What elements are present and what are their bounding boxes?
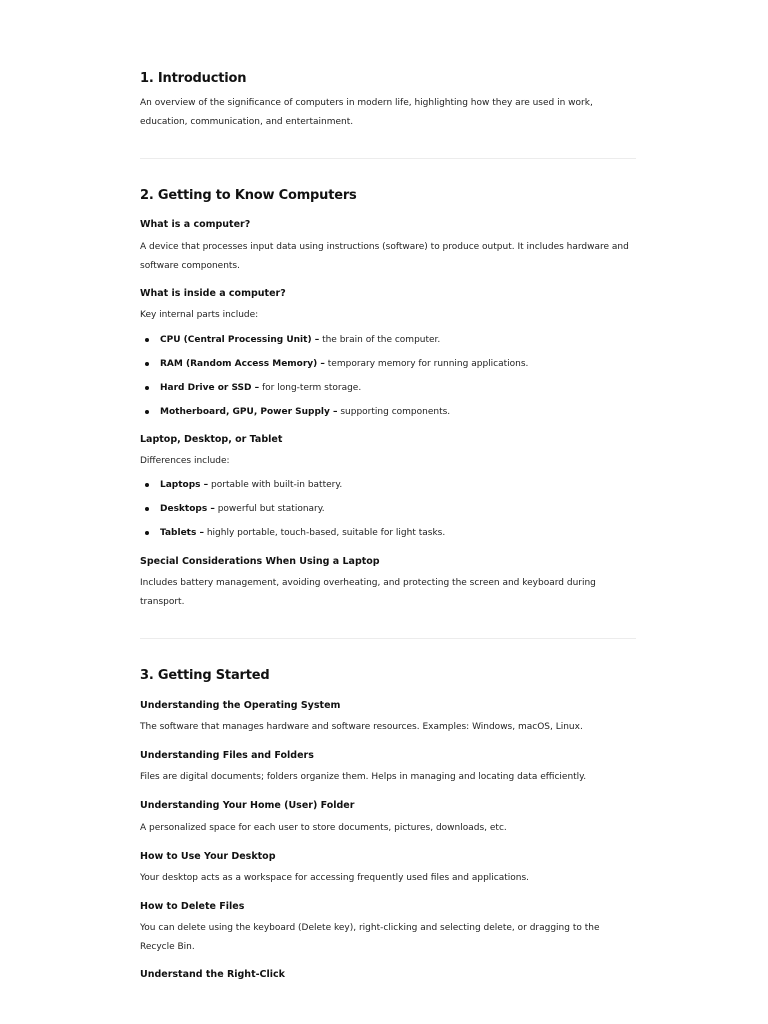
list-item-desc: for long-term storage. — [259, 383, 362, 393]
subheading-device-types: Laptop, Desktop, or Tablet — [140, 434, 283, 445]
section-divider — [140, 638, 636, 639]
bullet-icon — [145, 386, 149, 390]
list-item-desc: supporting components. — [337, 407, 451, 417]
device-types-intro: Differences include: — [140, 456, 230, 466]
files-folders-text: Files are digital documents; folders organize them. Helps in managing and locating data efficiently. — [140, 772, 587, 782]
list-item-desc: powerful but stationary. — [214, 504, 325, 514]
list-item — [140, 479, 342, 492]
list-item-desc: the brain of the computer. — [319, 335, 441, 345]
home-folder-text: A personalized space for each user to store documents, pictures, downloads, etc. — [140, 823, 507, 833]
bullet-icon — [145, 507, 149, 511]
subheading-inside-computer: What is inside a computer? — [140, 288, 286, 299]
section-title-introduction: 1. Introduction — [140, 71, 247, 86]
list-item-term: Tablets – — [160, 528, 204, 538]
bullet-icon — [145, 483, 149, 487]
list-item-desc: temporary memory for running applications. — [324, 359, 529, 369]
list-item-term: Laptops – — [160, 480, 209, 490]
list-item-term: CPU (Central Processing Unit) – — [160, 335, 320, 345]
what-is-computer-text: A device that processes input data using instructions (software) to produce output. It includes hardware and software components. — [140, 242, 629, 271]
list-item-desc: highly portable, touch-based, suitable for light tasks. — [203, 528, 446, 538]
bullet-icon — [145, 338, 149, 342]
subheading-home-folder: Understanding Your Home (User) Folder — [140, 800, 355, 811]
desktop-text: Your desktop acts as a workspace for accessing frequently used files and applications. — [140, 873, 530, 883]
subheading-what-is-computer: What is a computer? — [140, 219, 251, 230]
subheading-laptop-considerations: Special Considerations When Using a Laptop — [140, 556, 380, 567]
list-item — [140, 334, 440, 347]
list-item-term: Hard Drive or SSD – — [160, 383, 260, 393]
list-item-term: Desktops – — [160, 504, 215, 514]
section-title-getting-to-know: 2. Getting to Know Computers — [140, 188, 357, 203]
subheading-desktop: How to Use Your Desktop — [140, 851, 276, 862]
subheading-delete-files: How to Delete Files — [140, 901, 245, 912]
bullet-icon — [145, 531, 149, 535]
list-item — [140, 382, 361, 395]
list-item — [140, 527, 445, 540]
list-item-desc: portable with built-in battery. — [208, 480, 343, 490]
section-divider — [140, 158, 636, 159]
subheading-operating-system: Understanding the Operating System — [140, 700, 341, 711]
introduction-paragraph: An overview of the significance of computers in modern life, highlighting how they are used in work, education, communication, and entertainment. — [140, 98, 593, 127]
subheading-files-folders: Understanding Files and Folders — [140, 750, 314, 761]
subheading-right-click: Understand the Right-Click — [140, 969, 285, 980]
operating-system-text: The software that manages hardware and software resources. Examples: Windows, macOS, Linux. — [140, 722, 583, 732]
list-item — [140, 358, 528, 371]
list-item-term: RAM (Random Access Memory) – — [160, 359, 325, 369]
inside-computer-intro: Key internal parts include: — [140, 310, 259, 320]
list-item-term: Motherboard, GPU, Power Supply – — [160, 407, 338, 417]
bullet-icon — [145, 362, 149, 366]
list-item — [140, 406, 450, 419]
list-item — [140, 503, 325, 516]
delete-files-text: You can delete using the keyboard (Delete key), right-clicking and selecting delete, or dragging to the Recycle Bin. — [140, 923, 600, 952]
laptop-considerations-text: Includes battery management, avoiding overheating, and protecting the screen and keyboard during transport. — [140, 578, 596, 607]
bullet-icon — [145, 410, 149, 414]
section-title-getting-started: 3. Getting Started — [140, 668, 270, 683]
